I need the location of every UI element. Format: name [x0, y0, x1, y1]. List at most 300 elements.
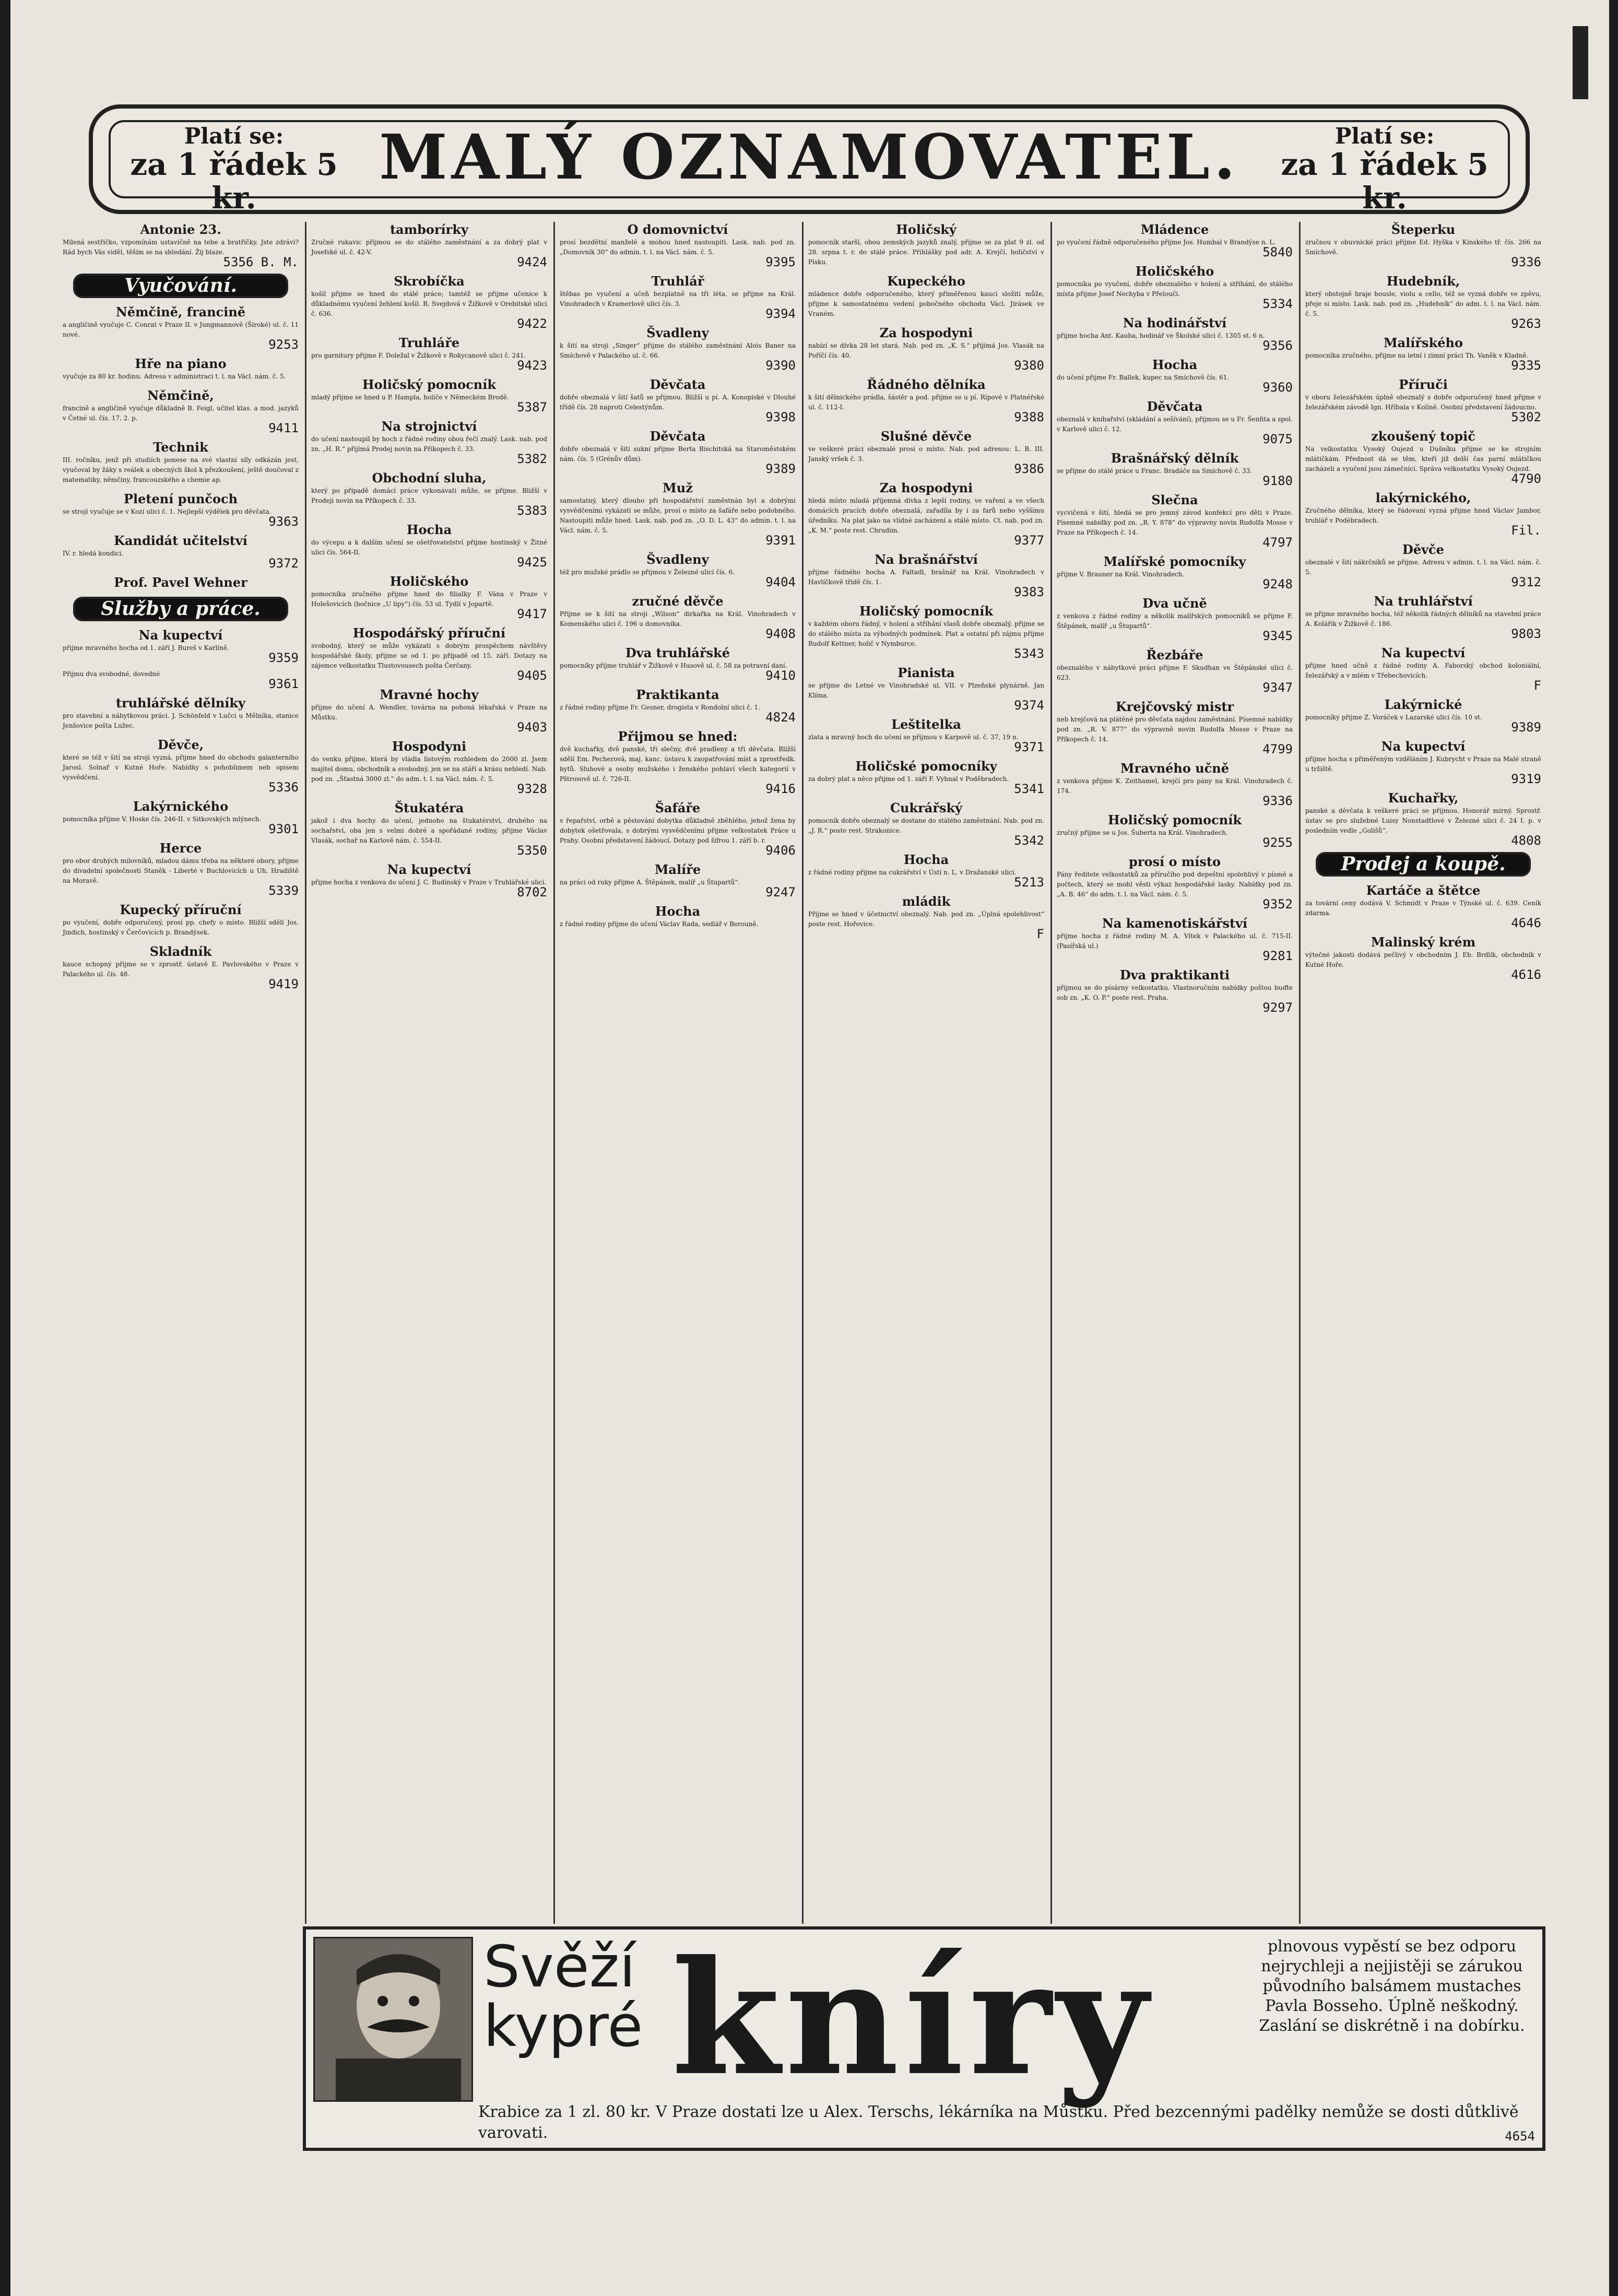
- ad-code: 5343: [1014, 646, 1044, 661]
- classified-ad: [808, 894, 1044, 939]
- classified-ad: [560, 325, 796, 371]
- ad-heading: Děvče,: [157, 737, 204, 752]
- ad-body: ve veškeré práci obeznalé prosí o místo. Nab. pod adresou: L. B. III. Janský vršek č. 3.: [808, 445, 1044, 463]
- classified-ad: [63, 737, 299, 795]
- ad-code: 8702: [517, 885, 547, 900]
- classified-ad: [1057, 761, 1293, 806]
- ad-code: 5350: [517, 843, 547, 858]
- ad-code: 5213: [1014, 875, 1044, 890]
- ad-code: 9406: [765, 843, 796, 858]
- ad-heading: Na kupectví: [1381, 645, 1466, 660]
- ad-body: přijme mravného hocha od 1. září J. Bureš v Karlíně.: [63, 644, 229, 652]
- ad-code: 9319: [1511, 772, 1541, 786]
- ad-code: 9352: [1262, 897, 1293, 912]
- ad-body: pro stavební a nábytkovou práci. J. Schönfeld v Lučci u Mělníka, stanice Jenšovice pošta Lužec.: [63, 712, 299, 729]
- classified-ad: [63, 222, 299, 267]
- ad-heading: Holičského: [389, 574, 469, 589]
- classified-ad: [1057, 492, 1293, 548]
- ad-body: pomocník dobře obeznalý se dostane do stálého zaměstnání. Nab. pod zn. „J. R.“ poste rest. Strakonice.: [808, 817, 1044, 834]
- classified-ad: [311, 800, 547, 856]
- ad-body: k šití dělnického prádla, šástěr a pod. přijme se u pí. Rípové v Platnéřské ul. č. 112-I.: [808, 394, 1044, 411]
- ad-heading: Holičský pomocník: [362, 377, 496, 392]
- ad-code: 5336: [268, 780, 299, 795]
- classified-ad: [1057, 554, 1293, 589]
- ad-body: přijme hned učně z řádné rodiny A. Faborský obchod koloniální, železářský a v mlém v Třebechovicích.: [1305, 662, 1541, 679]
- classified-ad: [560, 222, 796, 267]
- ad-heading: Hudebník,: [1386, 274, 1460, 289]
- masthead-title: MALÝ OZNAMOVATEL.: [379, 121, 1239, 193]
- classified-ad: [311, 625, 547, 681]
- ad-heading: Na kupectví: [387, 862, 471, 877]
- ad-heading: Štukatéra: [394, 800, 464, 815]
- classified-ad: [63, 669, 299, 689]
- ad-heading: Dva truhlářské: [625, 645, 730, 660]
- classified-ad: [560, 552, 796, 587]
- classified-ad: [1305, 934, 1541, 980]
- ad-code: 9398: [765, 410, 796, 424]
- ad-code: 4616: [1511, 967, 1541, 982]
- ad-body: francině a angličině vyučuje důkladně B. Feigl, učitel klas. a mod. jazyků v Četné ul. čís. 17, 2. p.: [63, 405, 299, 422]
- ad-code: 9380: [1014, 358, 1044, 373]
- ad-body: neb krejčová na plátěné pro děvčata najdou zaměstnání. Písemné nabídky pod zn. „R. V. 877“ do výpravně novin Rudolfa Mosse v Praze na Příkopech č. 14.: [1057, 716, 1293, 743]
- ad-heading: Holičský pomocník: [1108, 812, 1242, 827]
- newspaper-page: [10, 0, 1609, 2296]
- ad-heading: Herce: [159, 841, 202, 856]
- classified-ad: [808, 429, 1044, 474]
- ad-code: 9405: [517, 668, 547, 683]
- classified-ad: [1057, 854, 1293, 912]
- ad-code: 9372: [268, 556, 299, 571]
- ad-body: přijme hocha Ant. Kauba, hodinář ve Školské ulici č. 1305 st. 6 n.: [1057, 332, 1265, 339]
- ad-body: do učení nastoupil by hoch z řádné rodiny obou řečí znalý. Lask. nab. pod zn. „H. R.“ přijímá Prodej novin na Příkopech č. 33.: [311, 435, 547, 453]
- portrait-image: [313, 1937, 473, 2102]
- classified-ad: [1057, 315, 1293, 351]
- ad-code: F: [1533, 678, 1541, 693]
- ad-heading: Slečna: [1151, 492, 1198, 507]
- ad-code: 5356 B. M.: [223, 255, 299, 269]
- classified-ad: [1057, 222, 1293, 257]
- ad-heading: Příruči: [1399, 377, 1448, 392]
- classified-ad: [1057, 812, 1293, 848]
- column-rule: [305, 222, 306, 1924]
- classified-ad: [1057, 451, 1293, 486]
- ad-heading: zručné děvče: [632, 594, 724, 609]
- ad-heading: Dva praktikanti: [1119, 967, 1230, 983]
- ad-code: 9312: [1511, 575, 1541, 589]
- ad-body: který obstojně hraje housle, violu a cello, též se vyzná dobře ve zpěvu, přeje si místo. Lask. nab. pod zn. „Hudebník“ do adm. t. l. na Václ. nám. č. 5.: [1305, 290, 1541, 317]
- classified-ad: [63, 628, 299, 663]
- ad-heading: Hocha: [406, 522, 452, 537]
- column-rule: [1050, 222, 1052, 1924]
- ad-body: který po případě domácí práce vykonávati může, se přijme. Bližší v Prodeji novin na Příkopech č. 33.: [311, 487, 547, 504]
- ad-heading: Kartáče a štětce: [1366, 883, 1481, 898]
- classified-ad: [1305, 883, 1541, 928]
- ad-heading: Šteperku: [1391, 222, 1456, 237]
- ad-code: 5840: [1262, 245, 1293, 259]
- ad-heading: Holičského: [1135, 264, 1214, 279]
- ad-code: 5302: [1511, 410, 1541, 424]
- classified-ad: [311, 419, 547, 464]
- ad-heading: Kupeckého: [887, 274, 965, 289]
- masthead: [89, 104, 1530, 214]
- classified-ad: [560, 274, 796, 319]
- ad-code: 9328: [517, 782, 547, 796]
- ad-body: do výcepu a k dalším učení se ošetřovatelství přijme hostinský v Žitné ulici čís. 564-II.: [311, 539, 547, 556]
- ad-heading: Hocha: [903, 852, 949, 867]
- ad-body: přijme řádného hocha A. Faltadl, brašnář na Král. Vinohradech v Havlíčkově třídě čís. 1.: [808, 569, 1044, 586]
- classified-ad: [63, 356, 299, 382]
- ad-body: též pro mužské prádlo se přijmou v Železné ulici čís. 6.: [560, 569, 735, 576]
- ad-heading: Leštitelka: [891, 717, 961, 732]
- ad-body: Zručné rukavic přijmou se do stálého zaměstnání a za dobrý plat v Josefské ul. č. 42-V.: [311, 239, 547, 256]
- ad-code: 4646: [1511, 916, 1541, 930]
- column-1: [63, 222, 299, 2143]
- ad-code: 9336: [1511, 255, 1541, 269]
- ad-heading: Kupecký příruční: [120, 902, 242, 917]
- classified-ad: [1057, 916, 1293, 961]
- ad-code: 5334: [1262, 297, 1293, 311]
- ad-heading: Antonie 23.: [140, 222, 221, 237]
- ad-headline: kníry: [671, 1926, 1153, 2110]
- ad-heading: Na strojnictví: [381, 419, 477, 434]
- ad-code: 4790: [1511, 471, 1541, 486]
- ad-heading: Hře na piano: [135, 356, 227, 371]
- classified-ad: [808, 222, 1044, 267]
- ad-heading: Pletení punčoch: [123, 491, 238, 506]
- ad-heading: Švadleny: [646, 325, 709, 340]
- ad-body: Zručného dělníka, který se řádovaní vyzná přijme hned Václav Jambor, truhlář v Podébradech.: [1305, 507, 1541, 524]
- ad-heading: Slušné děvče: [880, 429, 972, 444]
- classified-ad: [1305, 542, 1541, 587]
- ad-code: 9255: [1262, 835, 1293, 850]
- classified-ad: [1305, 429, 1541, 484]
- classified-ad: [63, 575, 299, 590]
- classified-ad: [560, 904, 796, 929]
- ad-body: obeznalá v knihařství (skládání a sešívání), přijmou se u Fr. Šenfita a spol. v Karlově ulici č. 12.: [1057, 416, 1293, 433]
- ad-heading: Pianista: [897, 665, 955, 680]
- ad-heading: zkoušený topič: [1371, 429, 1475, 444]
- ad-code: 9248: [1262, 577, 1293, 591]
- classified-ad: [63, 902, 299, 938]
- ad-heading: Skrobíčka: [394, 274, 465, 289]
- ad-code: 9374: [1014, 698, 1044, 713]
- ad-code: 9180: [1262, 474, 1293, 488]
- ad-body: které se též v šití na stroji vyzná, přijme hned do obchodu galanterního Jarosl. Solnař v Kutné Hoře. Nabídky s pohoblimem neb opisem vysvědčení.: [63, 754, 299, 781]
- classified-columns: [63, 222, 1556, 1015]
- ad-body: výtečné jakosti dodává pečlivý v obchodním J. Eb. Brdlík, obchodník v Kutné Hoře.: [1305, 951, 1541, 968]
- ad-code: 4799: [1262, 742, 1293, 756]
- column-rule: [1299, 222, 1301, 1924]
- ad-heading: Němčině,: [147, 388, 214, 403]
- ad-code: 9361: [268, 677, 299, 691]
- ad-body: dobře obeznalá v šití sukní přijme Berta Bischitská na Staroměstském nám. čís. 5 (Grénův dům).: [560, 445, 796, 463]
- ad-heading: Na kupectví: [1381, 739, 1466, 754]
- ad-heading: Na kamenotiskářství: [1102, 916, 1248, 931]
- price-value-right: za 1 řádek 5 kr.: [1281, 147, 1489, 216]
- classified-ad: [311, 377, 547, 415]
- knir-advertisement: [303, 1926, 1545, 2151]
- classified-ad: [1057, 357, 1293, 393]
- ad-code: 9388: [1014, 410, 1044, 424]
- ad-body: pomocník starší, obou zemských jazyků znalý, přijme se za plat 9 zl. od 28. srpna t. r. do stálé práce. Přihlášky pod adr. A. Krejčí, holičství v Písku.: [808, 239, 1044, 266]
- classified-ad: [808, 325, 1044, 371]
- classified-ad: [808, 552, 1044, 597]
- section-heading: Vyučování.: [73, 274, 288, 298]
- ad-body: se strojí vyučuje se v Kozí ulici č. 1. Nejlepší výdělek pro děvčata.: [63, 508, 271, 515]
- classified-ad: [1305, 222, 1541, 267]
- ad-body: košil přijme se hned do stálé práce; tamtéž se přijme učenice k důkladnému vyučení žehlení košil. R. Svejdová v Žižkově v Orebitské ulici č. 636.: [311, 290, 547, 317]
- section-heading: Služby a práce.: [73, 597, 288, 621]
- ad-heading: Za hospodyni: [879, 480, 973, 495]
- ad-body: přijme do učení A. Wendler, továrna na pohoná lékařská v Praze na Můstku.: [311, 704, 547, 721]
- ad-code: 9359: [268, 650, 299, 665]
- ad-heading: Praktikanta: [636, 687, 719, 702]
- ad-heading: Malíře: [654, 862, 701, 877]
- column-rule: [553, 222, 555, 1924]
- classified-ad: [560, 480, 796, 546]
- ad-code: 9403: [517, 720, 547, 735]
- ad-body: za dobrý plat a něco přijme od 1. září F. Vyhnal v Poděbradech.: [808, 775, 1009, 783]
- ad-code: 9404: [765, 575, 796, 589]
- ad-body: v řepařství, orbě a pěstování dobytka důkladně zběhlého, jehož žena by dobytek ošetřovala, s dobrými vysvědčeními přijme velkostatek Práce u Prahy. Osobní představení žádoucí. Dotazy pod šifrou 1. září b. r.: [560, 817, 796, 844]
- ad-body: dvě kuchařky, dvě panské, tři slečny, dvě pradleny a tři děvčata. Bližší sdělí Em. Pecherová, maj. kanc. ústavu k zaopatřování míst a zprostředk. bytů. Sluhové a osoby mužského i ženského pohlaví všech kategorií v Pštrosově ul. č. 726-II.: [560, 745, 796, 783]
- ad-body: do učení přijme Fr. Ballek, kupec na Smíchově čís. 61.: [1057, 374, 1230, 381]
- classified-ad: [63, 944, 299, 989]
- classified-ad: [808, 480, 1044, 546]
- ad-body: v oboru železářském úplně obeznalý s dobře odporučený hned přijme v železářském závodě Ign. Hříbala v Kolíně. Osobní představení žádoucno.: [1305, 394, 1541, 411]
- classified-ad: [808, 377, 1044, 422]
- ad-code: 9389: [1511, 720, 1541, 735]
- ad-code: 9075: [1262, 432, 1293, 446]
- classified-ad: [1057, 399, 1293, 444]
- ad-body: se přijme do stálé práce u Franc. Bradáče na Smíchově č. 33.: [1057, 467, 1253, 475]
- ad-body: obeznalé v šití nákrčníků se přijme. Adresu v admin. t. l. na Václ. nám. č. 5.: [1305, 559, 1541, 576]
- ad-heading: Hocha: [1152, 357, 1198, 372]
- classified-ad: [1057, 699, 1293, 754]
- classified-ad: [63, 533, 299, 569]
- ad-body: přijme hocha z venkova do učení J. C. Budínský v Praze v Truhlářské ulici.: [311, 879, 547, 886]
- ad-body: pro obor druhých milovníků, mladou dámu třeba na některé obory, přijme do divadelní společnosti Staněk - Liberté v Buchlovicích u Uh. Hradiště na Moravě.: [63, 857, 299, 884]
- ad-footer-text: Krabice za 1 zl. 80 kr. V Praze dostati lze u Alex. Terschs, lékárníka na Můstku. Před bezcennými padělky nemůže se dosti důtklivě varovati.: [478, 2103, 1519, 2142]
- ad-code: 9422: [517, 316, 547, 331]
- ad-body: z řádné rodiny přijme do učení Václav Rada, sedlář v Berouně.: [560, 920, 759, 928]
- ad-heading: Cukrářský: [890, 800, 963, 815]
- ad-code: 9356: [1262, 338, 1293, 353]
- ad-body: Přijme se hned v účetnictví obeznalý. Nab. pod zn. „Úplná spolehlivost“ poste rest. Hořovice.: [808, 910, 1044, 928]
- classified-ad: [1057, 264, 1293, 309]
- classified-ad: [1305, 790, 1541, 846]
- ad-body: vyučuje za 80 kr. hodinu. Adresa v administraci t. l. na Václ. nám. č. 5.: [63, 373, 286, 380]
- ad-heading: Na kupectví: [138, 628, 223, 643]
- ad-code: 9360: [1262, 380, 1293, 395]
- ad-heading: Hospodyni: [392, 739, 467, 754]
- ad-heading: Švadleny: [646, 552, 709, 567]
- ad-body: přijme hocha z řádné rodiny M. A. Vítek v Palackého ul. č. 715-II. (Pasířská ul.): [1057, 932, 1293, 950]
- ad-heading: Kandidát učitelství: [114, 533, 247, 548]
- classified-ad: [63, 841, 299, 896]
- ad-heading: Mravného učně: [1120, 761, 1230, 776]
- ad-code: 5387: [517, 400, 547, 415]
- ad-heading: Děvčata: [649, 377, 706, 392]
- ad-body: dobře obeznalá v šití šatů se přijmou. Bližší u pí. A. Konopiské v Dlouhé třídě čís. 28 naproti Celestýnům.: [560, 394, 796, 411]
- ad-heading: Malířské pomocníky: [1103, 554, 1246, 569]
- ad-body: za tovární ceny dodává V. Schmidt v Praze v Týnské ul. č. 639. Ceník zdarma.: [1305, 900, 1541, 917]
- ad-heading: Přijmou se hned:: [618, 729, 738, 744]
- ad-body: k šití na stroji „Singer“ přijme do stálého zaměstnání Alois Baner na Smíchově v Palackého ul. č. 66.: [560, 342, 796, 359]
- ad-code: 9411: [268, 421, 299, 435]
- ad-body: jakož i dva hochy do učení, jednoho na štukatérství, druhého na sochařství, oba jen s velmi dobré a spořádané rodiny, přijme Václav Vlasák, sochař na Karlově nám. č. 554-II.: [311, 817, 547, 844]
- ad-body: a angličině vyučuje C. Conrat v Praze II. v Jungmannově (Široké) ul. č. 11 nové.: [63, 321, 299, 338]
- classified-ad: [560, 800, 796, 856]
- ad-body: zručnou v obuvnické práci přijme Ed. Hyška v Kinského tř. čís. 266 na Smíchově.: [1305, 239, 1541, 256]
- classified-ad: [808, 717, 1044, 752]
- ad-heading: Holičský pomocník: [859, 603, 993, 619]
- ad-code: 9253: [268, 337, 299, 352]
- portrait-icon: [315, 1938, 471, 2100]
- ad-body: se přijme mravného hocha, též několik řádných dělníků na stavební práce A. Kolářík v Žižkově č. 186.: [1305, 610, 1541, 628]
- ad-heading: Hocha: [655, 904, 701, 919]
- ad-code: 9419: [268, 977, 299, 991]
- ad-heading: Dva učně: [1142, 596, 1207, 611]
- ad-heading: Na truhlářství: [1374, 594, 1473, 609]
- ad-code: 9389: [765, 461, 796, 476]
- classified-ad: [560, 645, 796, 681]
- classified-ad: [808, 274, 1044, 319]
- ad-code: F: [1036, 927, 1044, 941]
- ad-heading: tamborírky: [390, 222, 468, 237]
- ad-code: 9247: [765, 885, 796, 900]
- ad-body: pro garnitury přijme F. Doležal v Žižkově v Rokycanově ulici č. 241.: [311, 352, 526, 359]
- masthead-price-left: [124, 124, 344, 215]
- ad-heading: mládik: [902, 894, 951, 909]
- classified-ad: [311, 274, 547, 329]
- classified-ad: [560, 687, 796, 723]
- masthead-price-right: [1275, 124, 1494, 215]
- ad-body: samostatný, který dlouho při hospodářství zaměstnán byl a dobrými vysvědčeními vykázati se může, prosí o místo za šafáře nebo podobného. Nastoupiti může hned. Lask. nab. pod zn. „O. D. L. 43“ do admin. t. l. na Václ. nám. č. 5.: [560, 497, 796, 534]
- ad-code: 4654: [1505, 2129, 1535, 2144]
- ad-body: pomocníky přijme truhlář v Žižkově v Husově ul. č. 58 za potravní daní.: [560, 662, 787, 669]
- ad-code: 9335: [1511, 358, 1541, 373]
- ad-body: vycvičená v šití, hledá se pro jemný závod konfekcí pro děti v Praze. Písemné nabídky pod zn. „R. Y. 878“ do výpravny novin Rudolfa Mosse v Praze na Příkopech č. 14.: [1057, 509, 1293, 536]
- ad-body: pomocníka přijme V. Hoske čís. 246-II. v Sitkovských mlýnech.: [63, 815, 262, 823]
- ad-heading: Šafáře: [655, 800, 701, 815]
- ad-code: 9383: [1014, 585, 1044, 599]
- ad-body: se přijme do Letné ve Vinohradské ul. VII. v Plzeňské plynárně. Jan Klíma.: [808, 682, 1044, 699]
- ad-heading: Lakýrnického: [133, 799, 229, 814]
- classified-ad: [311, 687, 547, 735]
- ad-code: 9347: [1262, 680, 1293, 695]
- ad-heading: Holičský: [896, 222, 956, 237]
- ad-code: 9395: [765, 255, 796, 269]
- classified-ad: [1305, 645, 1541, 691]
- classified-ad: [311, 470, 547, 516]
- ad-code: 4824: [765, 710, 796, 725]
- column-6: [1305, 222, 1541, 2143]
- classified-ad: [63, 440, 299, 485]
- classified-ad: [1305, 594, 1541, 639]
- ad-code: 9408: [765, 626, 796, 641]
- ad-code: 9297: [1262, 1000, 1293, 1015]
- ad-heading: Řádného dělníka: [867, 377, 986, 392]
- ad-heading: prosí o místo: [1129, 854, 1221, 869]
- ad-body: přijme V. Brauner na Král. Vinohradech.: [1057, 571, 1185, 578]
- ad-body: Na velkostatku Vysoký Oujezd u Dušníku přijme se ke strojním mlátičkám. Přednost dá se těm, kteří již delší čas parní mlátičkou zacházeli a vyučení jsou zámečníci. Správa velkostatku Vysoký Oujezd.: [1305, 445, 1541, 472]
- ad-heading: Děvčata: [1147, 399, 1203, 414]
- ad-code: 5341: [1014, 782, 1044, 796]
- ad-body: svobodný, který se může vykázati s dobrým prospěchem návštěvy hospodářské školy, přijme se od 1. po případě od 15. září. Dotazy na zájemce velkostatku Tlustovousech pošta Čerčany.: [311, 642, 547, 669]
- ad-heading: Na hodinářství: [1123, 315, 1227, 330]
- ad-body: hledá místo mladá příjemná dívka z lepší rodiny, ve vaření a ve všech domácích pracích dobře obeznalá, zařadíla by i za farů nebo vyššímu úředníku. Na plat jako na vlídné zacházení a stálé místo. Ct. nab. pod zn. „K. M.“ poste rest. Chrudim.: [808, 497, 1044, 534]
- ad-body: na práci od ruky přijme A. Štěpánek, malíř „u Štupartů“.: [560, 879, 740, 886]
- ad-heading: Truhlář: [651, 274, 704, 289]
- ad-body: z venkova z řádné rodiny a několik malířských pomocníků se přijme F. Štěpánek, malíř „u Štupartů“.: [1057, 612, 1293, 630]
- ad-code: 9301: [268, 822, 299, 836]
- classified-ad: [311, 222, 547, 267]
- classified-ad: [560, 862, 796, 900]
- ad-heading: Krejčovský mistr: [1115, 699, 1234, 714]
- ad-body: zručný přijme se u Jos. Šuberta na Král. Vinohradech.: [1057, 829, 1228, 836]
- ad-body: obeznalého v nábytkové práci přijme F. Skudhan ve Štěpánské ulici č. 623.: [1057, 664, 1293, 681]
- ad-heading: Mravné hochy: [380, 687, 479, 702]
- ad-code: 9390: [765, 358, 796, 373]
- ad-body: nabízí se dívka 28 let stará. Nab. pod zn. „K. S.“ přijímá Jos. Vlasák na Poříčí čís. 40.: [808, 342, 1044, 359]
- ad-code: 9345: [1262, 629, 1293, 643]
- classified-ad: [311, 335, 547, 371]
- ad-body: panské a děvčata k veškeré práci se přijmou. Honorář mírný. Sprostř. ústav se pro služebné Luisy Nonstadtlové v Železné ulici č. 24 I. p. v posledním vedle „Golišů“.: [1305, 807, 1541, 834]
- ad-heading: O domovnictví: [627, 222, 728, 237]
- ad-word-svezi: Svěží: [483, 1933, 635, 2000]
- ad-heading: Malířského: [1384, 335, 1463, 350]
- ad-code: 9336: [1262, 794, 1293, 808]
- ad-code: 9424: [517, 255, 547, 269]
- ad-code: 9371: [1014, 740, 1044, 754]
- ad-body: z venkova přijme K. Zeithamel, krejčí pro pány na Král. Vinohradech č. 174.: [1057, 777, 1293, 795]
- ad-body: pomocníka po vyučení, dobře obeznalého v holení a stříhání, do stálého místa přijme Josef Nechyba v Přelouči.: [1057, 280, 1293, 298]
- ad-code: 5342: [1014, 833, 1044, 848]
- ad-code: Fil.: [1511, 523, 1541, 538]
- classified-ad: [560, 429, 796, 474]
- ad-word-kypre: kypré: [483, 1993, 643, 2060]
- ad-body: po vyučení, dobře odporučený, prosí pp. chefy o místo. Bližší sdělí Jos. Jindich, hostinský v Čerčovicích p. Brandýsek.: [63, 919, 299, 936]
- ad-code: 9386: [1014, 461, 1044, 476]
- column-3: [560, 222, 796, 2143]
- classified-ad: [1305, 739, 1541, 784]
- ad-body: v každém oboru řádný, v holení a stříhání vlasů dobře obeznalý, přijme se do stálého místa za výhodných podmínek. Plat a ostatní při zájmu přijme Rudolf Kettner, holič v Nymburce.: [808, 620, 1044, 647]
- ad-code: 9394: [765, 306, 796, 321]
- page-edge-mark: [1573, 26, 1588, 99]
- ad-body: pomocníky přijme Z. Voráček v Lazarské ulici čís. 10 st.: [1305, 714, 1482, 721]
- ad-body: prosí bezdětní manželé a mohou hned nastoupiti. Lask. nab. pod zn. „Domovník 30“ do admin. t. l. na Václ. nám. č. 5.: [560, 239, 796, 256]
- ad-heading: Děvče: [1402, 542, 1444, 557]
- ad-code: 9416: [765, 782, 796, 796]
- ad-code: 9391: [765, 533, 796, 548]
- ad-heading: lakýrnického,: [1375, 490, 1471, 505]
- ad-body: Milená sestřičko, vzpomínám ustavičně na tebe a bratříčky. Jste zdrávi? Rád bych Vás viděl, těším se na shledání. Žij blaze.: [63, 239, 299, 256]
- ad-body: zlata a mravný hoch do učení se přijmou v Karpově ul. č. 37, 19 n.: [808, 733, 1019, 741]
- ad-heading: truhlářské dělníky: [115, 695, 245, 711]
- ad-code: 4808: [1511, 833, 1541, 848]
- classified-ad: [1305, 335, 1541, 371]
- classified-ad: [311, 862, 547, 900]
- classified-ad: [808, 800, 1044, 846]
- ad-heading: Němčině, francině: [115, 304, 246, 319]
- ad-body: Přijme se k šití na stroji „Wilson“ dirkařka na Král. Vinohradech v Komenského ulici č. 196 u domovníka.: [560, 610, 796, 628]
- ad-body: Pány ředitele velkostatků za příručího pod depeštní spolehlivý v písmě a počtech, který se mohl věsti výkaz hospodářské lasky. Nabídky pod zn. „A. B. 46“ do adm. t. l. na Václ. nám. č. 5.: [1057, 871, 1293, 898]
- classified-ad: [560, 377, 796, 422]
- ad-body: pomocníka zručného přijme hned do filialky F. Vána v Praze v Holešovicích (bočnice „U lipy“) čís. 53 ul. Tydlí v Jopartě.: [311, 590, 547, 608]
- classified-ad: [808, 665, 1044, 711]
- ad-body: mladý přijme se hned u P. Hampla, holiče v Německém Brodě.: [311, 394, 509, 401]
